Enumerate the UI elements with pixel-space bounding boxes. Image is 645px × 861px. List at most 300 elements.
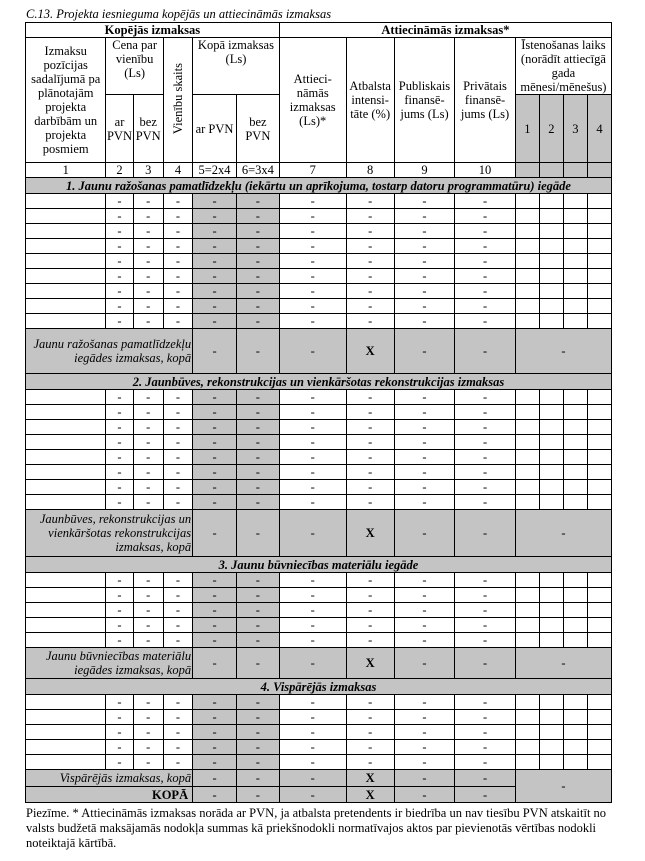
table-cell bbox=[515, 254, 539, 269]
col-number: 2 bbox=[106, 163, 133, 178]
subtotal-value: - bbox=[279, 648, 346, 679]
table-cell: - bbox=[236, 390, 279, 405]
table-cell: - bbox=[133, 209, 163, 224]
table-cell: - bbox=[279, 209, 346, 224]
table-cell: - bbox=[236, 254, 279, 269]
month-3: 3 bbox=[563, 95, 587, 163]
table-cell bbox=[26, 695, 106, 710]
eligible-header: Attieci-nāmās izmaksas (Ls)* bbox=[279, 38, 346, 163]
table-cell: - bbox=[106, 740, 133, 755]
table-cell: - bbox=[346, 314, 394, 329]
breakdown-header: Izmaksu pozīcijas sadalījumā pa plānotajām projekta darbībām un projekta posmiem bbox=[26, 38, 106, 163]
table-cell: - bbox=[236, 480, 279, 495]
table-cell: - bbox=[163, 405, 192, 420]
table-cell bbox=[587, 740, 611, 755]
table-cell bbox=[26, 573, 106, 588]
col-number: 5=2x4 bbox=[193, 163, 237, 178]
table-cell bbox=[587, 465, 611, 480]
table-cell bbox=[26, 450, 106, 465]
table-cell: - bbox=[133, 450, 163, 465]
table-cell: - bbox=[455, 299, 516, 314]
table-cell bbox=[539, 618, 563, 633]
table-cell: - bbox=[455, 465, 516, 480]
table-cell bbox=[515, 633, 539, 648]
table-cell: - bbox=[236, 209, 279, 224]
table-cell: - bbox=[346, 405, 394, 420]
table-cell bbox=[26, 725, 106, 740]
units-header: Vienību skaits bbox=[163, 38, 192, 163]
table-cell bbox=[587, 284, 611, 299]
table-cell: - bbox=[236, 239, 279, 254]
table-cell: - bbox=[106, 495, 133, 510]
table-cell bbox=[539, 390, 563, 405]
table-cell bbox=[563, 573, 587, 588]
table-cell bbox=[515, 603, 539, 618]
table-cell: - bbox=[163, 209, 192, 224]
table-row bbox=[26, 420, 612, 435]
table-cell bbox=[587, 725, 611, 740]
table-cell: - bbox=[455, 254, 516, 269]
subtotal-value: - bbox=[193, 648, 237, 679]
table-cell: - bbox=[346, 254, 394, 269]
table-cell: - bbox=[163, 239, 192, 254]
section-title: 2. Jaunbūves, rekonstrukcijas un vienkāršotas rekonstrukcijas izmaksas bbox=[26, 374, 612, 390]
table-cell bbox=[539, 284, 563, 299]
eligible-costs-header: Attiecināmās izmaksas* bbox=[279, 23, 611, 38]
table-cell bbox=[563, 633, 587, 648]
table-cell: - bbox=[346, 299, 394, 314]
table-cell: - bbox=[193, 603, 237, 618]
table-cell bbox=[539, 299, 563, 314]
table-cell: - bbox=[163, 480, 192, 495]
subtotal-value: - bbox=[394, 329, 455, 374]
table-cell: - bbox=[236, 725, 279, 740]
table-cell bbox=[26, 420, 106, 435]
table-cell: - bbox=[106, 618, 133, 633]
table-cell: - bbox=[106, 239, 133, 254]
subtotal-label: Jaunu būvniecības materiālu iegādes izmaksas, kopā bbox=[26, 648, 193, 679]
table-cell: - bbox=[394, 209, 455, 224]
timing-header: Īstenošanas laiks (norādīt attiecīgā gada mēnesi/mēnešus) bbox=[515, 38, 611, 95]
table-cell: - bbox=[106, 314, 133, 329]
table-cell: - bbox=[394, 314, 455, 329]
table-cell: - bbox=[394, 480, 455, 495]
table-cell: - bbox=[236, 435, 279, 450]
table-cell: - bbox=[346, 269, 394, 284]
table-cell bbox=[26, 740, 106, 755]
table-cell bbox=[539, 710, 563, 725]
timing-cell bbox=[587, 163, 611, 178]
table-row bbox=[26, 495, 612, 510]
table-cell bbox=[515, 588, 539, 603]
table-cell bbox=[515, 465, 539, 480]
table-cell: - bbox=[133, 755, 163, 770]
cost-table bbox=[25, 22, 612, 803]
table-row bbox=[26, 588, 612, 603]
subtotal-value: - bbox=[279, 770, 346, 787]
table-cell bbox=[563, 254, 587, 269]
table-cell: - bbox=[193, 710, 237, 725]
table-cell: - bbox=[279, 480, 346, 495]
table-cell: - bbox=[455, 633, 516, 648]
table-cell: - bbox=[193, 209, 237, 224]
table-cell bbox=[515, 420, 539, 435]
table-cell bbox=[587, 633, 611, 648]
table-cell: - bbox=[193, 495, 237, 510]
table-cell bbox=[26, 603, 106, 618]
table-cell bbox=[26, 284, 106, 299]
table-cell bbox=[563, 405, 587, 420]
table-cell: - bbox=[455, 755, 516, 770]
table-cell bbox=[563, 194, 587, 209]
table-cell: - bbox=[279, 284, 346, 299]
subtotal-value: - bbox=[236, 648, 279, 679]
table-cell: - bbox=[193, 480, 237, 495]
x-mark: X bbox=[346, 329, 394, 374]
table-cell: - bbox=[106, 194, 133, 209]
table-cell: - bbox=[193, 269, 237, 284]
table-cell: - bbox=[106, 633, 133, 648]
table-cell bbox=[587, 618, 611, 633]
table-row bbox=[26, 740, 612, 755]
table-row bbox=[26, 633, 612, 648]
table-cell: - bbox=[236, 450, 279, 465]
section-title-row bbox=[26, 557, 612, 573]
timing-subtotal: - bbox=[515, 510, 611, 557]
table-cell: - bbox=[106, 420, 133, 435]
table-cell: - bbox=[163, 725, 192, 740]
table-cell: - bbox=[133, 633, 163, 648]
table-cell: - bbox=[133, 405, 163, 420]
table-cell: - bbox=[394, 390, 455, 405]
table-cell bbox=[563, 284, 587, 299]
table-cell bbox=[539, 194, 563, 209]
x-mark: X bbox=[346, 510, 394, 557]
table-cell: - bbox=[133, 239, 163, 254]
table-cell bbox=[563, 755, 587, 770]
table-cell bbox=[539, 450, 563, 465]
table-cell bbox=[563, 209, 587, 224]
total-with-vat: ar PVN bbox=[193, 95, 237, 163]
table-cell: - bbox=[236, 269, 279, 284]
subtotal-label: Vispārējās izmaksas, kopā bbox=[26, 770, 193, 787]
table-cell: - bbox=[279, 435, 346, 450]
table-cell bbox=[539, 420, 563, 435]
table-cell: - bbox=[133, 710, 163, 725]
timing-cell bbox=[563, 163, 587, 178]
table-cell bbox=[515, 450, 539, 465]
table-cell: - bbox=[279, 314, 346, 329]
table-cell: - bbox=[236, 420, 279, 435]
section-title: 1. Jaunu ražošanas pamatlīdzekļu (iekārtu un aprīkojuma, tostarp datoru programmatūru) iegāde bbox=[26, 178, 612, 194]
table-cell: - bbox=[346, 194, 394, 209]
section-title-row bbox=[26, 178, 612, 194]
subtotal-value: - bbox=[193, 329, 237, 374]
table-cell bbox=[539, 269, 563, 284]
table-cell bbox=[539, 480, 563, 495]
table-cell: - bbox=[236, 299, 279, 314]
table-cell: - bbox=[455, 405, 516, 420]
table-cell: - bbox=[106, 725, 133, 740]
table-cell: - bbox=[279, 633, 346, 648]
table-cell: - bbox=[394, 725, 455, 740]
col-number: 7 bbox=[279, 163, 346, 178]
table-cell bbox=[563, 420, 587, 435]
table-cell bbox=[515, 405, 539, 420]
col-number: 8 bbox=[346, 163, 394, 178]
subtotal-row bbox=[26, 770, 612, 787]
table-cell: - bbox=[106, 450, 133, 465]
table-cell: - bbox=[279, 725, 346, 740]
table-cell: - bbox=[236, 284, 279, 299]
subtotal-value: - bbox=[455, 648, 516, 679]
table-cell bbox=[587, 390, 611, 405]
table-cell bbox=[515, 740, 539, 755]
table-cell: - bbox=[346, 495, 394, 510]
table-cell: - bbox=[193, 755, 237, 770]
table-cell: - bbox=[279, 588, 346, 603]
table-row bbox=[26, 573, 612, 588]
table-cell: - bbox=[133, 603, 163, 618]
table-cell bbox=[563, 435, 587, 450]
table-row bbox=[26, 755, 612, 770]
table-cell: - bbox=[394, 284, 455, 299]
grand-total-value: - bbox=[193, 787, 237, 803]
table-cell bbox=[26, 239, 106, 254]
table-row bbox=[26, 269, 612, 284]
table-cell bbox=[539, 588, 563, 603]
subtotal-value: - bbox=[236, 510, 279, 557]
table-cell bbox=[563, 710, 587, 725]
table-row bbox=[26, 435, 612, 450]
column-numbers-row bbox=[26, 163, 612, 178]
table-cell: - bbox=[455, 390, 516, 405]
table-cell: - bbox=[279, 618, 346, 633]
x-mark: X bbox=[346, 770, 394, 787]
table-cell bbox=[587, 209, 611, 224]
table-cell bbox=[587, 405, 611, 420]
table-cell bbox=[515, 284, 539, 299]
table-cell bbox=[26, 618, 106, 633]
table-cell bbox=[539, 405, 563, 420]
subtotal-row bbox=[26, 510, 612, 557]
table-cell bbox=[26, 633, 106, 648]
table-cell: - bbox=[346, 284, 394, 299]
table-cell: - bbox=[193, 254, 237, 269]
table-cell: - bbox=[455, 239, 516, 254]
table-cell: - bbox=[279, 224, 346, 239]
table-cell: - bbox=[346, 224, 394, 239]
table-cell: - bbox=[193, 573, 237, 588]
table-cell: - bbox=[106, 603, 133, 618]
table-cell: - bbox=[106, 695, 133, 710]
table-cell: - bbox=[106, 299, 133, 314]
table-cell: - bbox=[279, 740, 346, 755]
table-row bbox=[26, 725, 612, 740]
table-row bbox=[26, 224, 612, 239]
table-cell: - bbox=[163, 194, 192, 209]
table-cell: - bbox=[106, 465, 133, 480]
table-cell bbox=[26, 299, 106, 314]
table-cell bbox=[26, 194, 106, 209]
table-cell bbox=[587, 254, 611, 269]
table-cell bbox=[539, 495, 563, 510]
subtotal-row bbox=[26, 329, 612, 374]
table-cell bbox=[515, 299, 539, 314]
table-cell: - bbox=[236, 465, 279, 480]
table-cell bbox=[515, 710, 539, 725]
table-cell: - bbox=[193, 194, 237, 209]
table-cell: - bbox=[133, 269, 163, 284]
table-cell: - bbox=[394, 269, 455, 284]
table-cell bbox=[26, 755, 106, 770]
table-cell: - bbox=[106, 209, 133, 224]
table-cell bbox=[515, 480, 539, 495]
table-cell bbox=[515, 390, 539, 405]
subtotal-value: - bbox=[236, 770, 279, 787]
table-cell: - bbox=[163, 710, 192, 725]
table-cell bbox=[26, 224, 106, 239]
table-cell: - bbox=[455, 450, 516, 465]
table-cell: - bbox=[133, 390, 163, 405]
table-cell: - bbox=[455, 695, 516, 710]
table-cell: - bbox=[236, 588, 279, 603]
table-cell bbox=[515, 495, 539, 510]
table-cell bbox=[26, 254, 106, 269]
table-cell bbox=[587, 269, 611, 284]
table-cell bbox=[26, 405, 106, 420]
table-cell: - bbox=[133, 725, 163, 740]
table-cell: - bbox=[394, 573, 455, 588]
table-row bbox=[26, 405, 612, 420]
table-cell: - bbox=[279, 299, 346, 314]
table-cell: - bbox=[163, 299, 192, 314]
table-cell: - bbox=[163, 695, 192, 710]
page-title: C.13. Projekta iesnieguma kopējās un attiecināmās izmaksas bbox=[26, 7, 332, 21]
table-cell: - bbox=[163, 224, 192, 239]
table-cell: - bbox=[193, 420, 237, 435]
table-cell bbox=[539, 254, 563, 269]
table-cell bbox=[539, 314, 563, 329]
table-cell bbox=[587, 314, 611, 329]
table-cell bbox=[26, 209, 106, 224]
table-cell: - bbox=[133, 314, 163, 329]
table-cell bbox=[515, 224, 539, 239]
table-cell: - bbox=[163, 465, 192, 480]
table-cell bbox=[539, 435, 563, 450]
table-row bbox=[26, 450, 612, 465]
table-cell: - bbox=[455, 314, 516, 329]
grand-total-value: - bbox=[236, 787, 279, 803]
table-cell bbox=[539, 725, 563, 740]
table-cell: - bbox=[133, 194, 163, 209]
table-cell: - bbox=[163, 588, 192, 603]
table-cell: - bbox=[394, 299, 455, 314]
table-cell: - bbox=[193, 465, 237, 480]
table-cell: - bbox=[163, 755, 192, 770]
intensity-header: Atbalsta intensi-tāte (%) bbox=[346, 38, 394, 163]
table-cell: - bbox=[279, 420, 346, 435]
table-cell: - bbox=[346, 725, 394, 740]
table-cell bbox=[26, 465, 106, 480]
table-cell: - bbox=[279, 239, 346, 254]
table-cell bbox=[587, 450, 611, 465]
table-cell: - bbox=[193, 405, 237, 420]
table-cell bbox=[539, 465, 563, 480]
unit-price-without-vat: bez PVN bbox=[133, 95, 163, 163]
table-cell: - bbox=[279, 194, 346, 209]
table-cell: - bbox=[236, 573, 279, 588]
table-cell bbox=[563, 299, 587, 314]
table-cell: - bbox=[279, 710, 346, 725]
total-ls-header: Kopā izmaksas (Ls) bbox=[193, 38, 280, 95]
table-cell bbox=[563, 269, 587, 284]
table-cell: - bbox=[133, 480, 163, 495]
subtotal-value: - bbox=[394, 648, 455, 679]
table-cell: - bbox=[455, 480, 516, 495]
timing-subtotal: - bbox=[515, 329, 611, 374]
table-cell: - bbox=[193, 588, 237, 603]
table-row bbox=[26, 284, 612, 299]
table-cell bbox=[26, 435, 106, 450]
table-cell: - bbox=[163, 269, 192, 284]
table-cell: - bbox=[106, 573, 133, 588]
table-cell bbox=[587, 603, 611, 618]
table-cell: - bbox=[106, 588, 133, 603]
table-cell: - bbox=[193, 314, 237, 329]
table-cell: - bbox=[106, 755, 133, 770]
table-cell bbox=[515, 239, 539, 254]
table-cell bbox=[539, 239, 563, 254]
table-cell: - bbox=[279, 450, 346, 465]
table-cell: - bbox=[279, 405, 346, 420]
table-cell: - bbox=[193, 740, 237, 755]
table-cell: - bbox=[455, 710, 516, 725]
private-header: Privātais finansē-jums (Ls) bbox=[455, 38, 516, 163]
table-cell: - bbox=[163, 314, 192, 329]
table-cell: - bbox=[133, 284, 163, 299]
table-cell: - bbox=[346, 209, 394, 224]
table-cell bbox=[563, 725, 587, 740]
table-cell: - bbox=[394, 755, 455, 770]
subtotal-value: - bbox=[455, 510, 516, 557]
table-cell: - bbox=[394, 740, 455, 755]
table-cell: - bbox=[394, 603, 455, 618]
table-row bbox=[26, 710, 612, 725]
subtotal-value: - bbox=[279, 329, 346, 374]
table-cell: - bbox=[346, 450, 394, 465]
table-cell: - bbox=[163, 435, 192, 450]
public-header: Publiskais finansē-jums (Ls) bbox=[394, 38, 455, 163]
table-row bbox=[26, 299, 612, 314]
table-cell: - bbox=[394, 450, 455, 465]
table-cell bbox=[515, 695, 539, 710]
table-cell bbox=[515, 194, 539, 209]
table-cell: - bbox=[346, 695, 394, 710]
table-cell: - bbox=[455, 588, 516, 603]
table-cell: - bbox=[455, 603, 516, 618]
col-number: 9 bbox=[394, 163, 455, 178]
col-number: 3 bbox=[133, 163, 163, 178]
table-cell: - bbox=[193, 450, 237, 465]
table-cell bbox=[515, 314, 539, 329]
table-cell bbox=[563, 224, 587, 239]
grand-total-value: - bbox=[279, 787, 346, 803]
table-cell bbox=[26, 314, 106, 329]
timing-cell bbox=[539, 163, 563, 178]
table-cell: - bbox=[133, 695, 163, 710]
table-cell: - bbox=[455, 618, 516, 633]
